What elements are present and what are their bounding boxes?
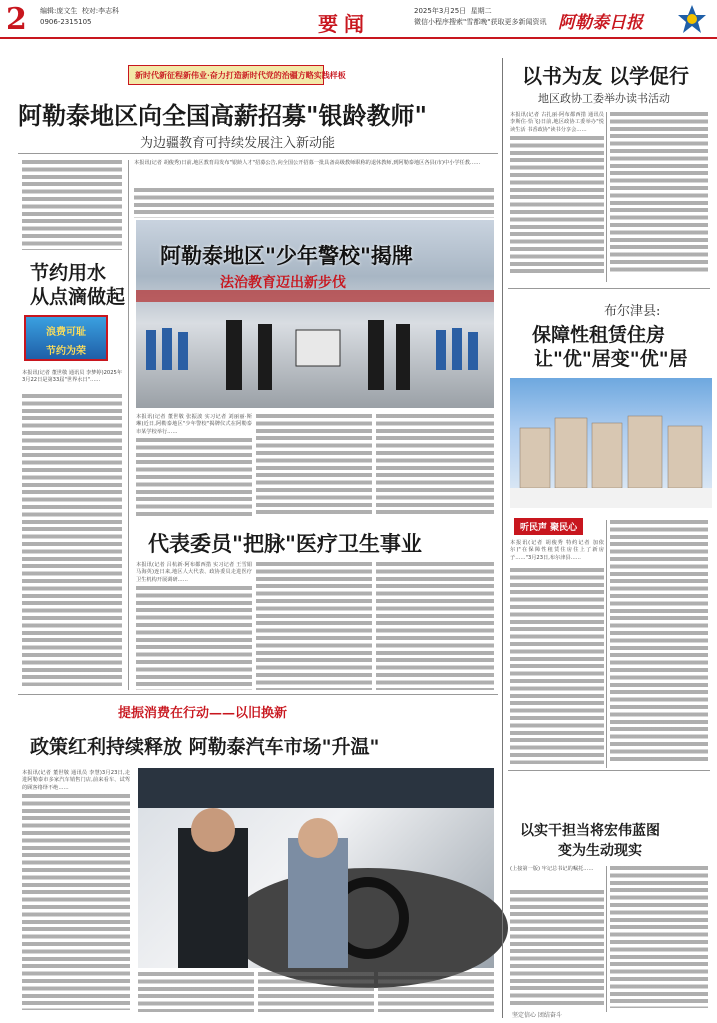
books-subheadline: 地区政协工委举办读书活动 (538, 92, 670, 105)
police-body-3 (376, 414, 494, 516)
teachers-body-text (134, 188, 494, 218)
books-dateline: 本报讯(记者 古扎丽·阿布都西措 通讯员 李斯住·恰飞)日前,地区政协工委举办"悦读生活 书香政协"读书分享会…… (510, 112, 604, 133)
housing-body-2 (610, 520, 708, 764)
phone: 0906-2315105 (40, 18, 92, 26)
water-headline-1: 节约用水 (30, 262, 107, 284)
column-divider (128, 160, 129, 690)
date: 2025年3月25日 (414, 7, 467, 15)
housing-photo-buildings (510, 378, 712, 508)
police-body-2 (256, 414, 372, 516)
housing-county: 布尔津县: (604, 304, 661, 319)
date-info (414, 6, 546, 28)
consumption-body-3 (258, 972, 374, 1012)
water-badge-line1: 浪费可耻 (46, 327, 86, 338)
housing-column-tag: 听民声 聚民心 (514, 518, 583, 535)
water-badge (24, 315, 108, 361)
water-body-text (22, 394, 122, 686)
teachers-body-left (22, 160, 122, 250)
consumption-body-1 (22, 794, 130, 1010)
page-number: 2 (6, 2, 27, 37)
weekday: 星期二 (470, 7, 492, 15)
column-divider (606, 112, 607, 282)
police-headline: 阿勒泰地区"少年警校"揭牌 (160, 243, 413, 268)
deputies-body-2 (256, 562, 372, 690)
divider (508, 288, 710, 289)
car-showroom-photo (138, 768, 494, 968)
blueprint-body-2 (610, 866, 708, 1008)
column-divider (606, 866, 607, 1012)
consumption-headline: 政策红利持续释放 阿勒泰汽车市场"升温" (30, 736, 380, 758)
books-body-2 (610, 112, 708, 274)
consumption-body-4 (378, 972, 494, 1012)
water-headline-2: 从点滴做起 (30, 286, 126, 308)
editor-info (40, 6, 119, 28)
housing-photo (510, 378, 712, 508)
teachers-headline: 阿勒泰地区向全国高薪招募"银龄教师" (18, 101, 428, 130)
housing-lead (510, 540, 604, 566)
housing-body-1 (510, 568, 604, 764)
deputies-dateline: 本报讯(记者 吕杭新·阿布都西措 实习记者 王雪娟 马海英)连日来,地区人大代表、政协委员走进医疗卫生机构开展调研…… (136, 562, 252, 583)
car-photo-scene (138, 768, 494, 968)
blueprint-headline-2: 变为生动现实 (558, 843, 642, 859)
blueprint-headline-1: 以实干担当将宏伟蓝图 (520, 823, 660, 839)
paper-name: 阿勒泰日报 (558, 13, 643, 33)
water-lead (22, 370, 122, 392)
right-column-divider (502, 58, 503, 1018)
housing-headline-2: 让"优"居变"优"居 (534, 348, 688, 370)
police-lead (136, 414, 252, 436)
teachers-subheadline: 为边疆教育可持续发展注入新动能 (140, 136, 336, 151)
books-body-1 (510, 136, 604, 274)
books-lead (510, 112, 604, 134)
housing-dateline: 本报讯(记者 胡俊秀 特约记者 加依尔)"在保障性租赁住房住上了新房子……"3月23日,布尔津县…… (510, 540, 604, 561)
divider (18, 694, 498, 695)
teachers-dateline: 本报讯(记者 胡俊秀)日前,地区教育局发布"银龄人才"招募公告,向全国公开招募一批具备高级教师职称的退休教师,到阿勒泰地区各县(市)中小学任教…… (134, 160, 481, 166)
teachers-lead (134, 160, 494, 186)
blueprint-lead (510, 866, 604, 888)
consumption-lead (22, 770, 130, 792)
deputies-lead (136, 562, 252, 584)
deputies-body-1 (136, 586, 252, 690)
column-divider (606, 520, 607, 768)
divider (18, 153, 498, 154)
blueprint-byline: 坚定信心 团结奋斗 (512, 1012, 562, 1019)
consumption-kicker: 提振消费在行动——以旧换新 (118, 706, 288, 721)
editor: 编辑:庞文生 (40, 7, 78, 15)
blueprint-dateline: (上接第一版) 牢记总书记的嘱托…… (510, 866, 594, 872)
books-headline: 以书为友 以学促行 (522, 64, 689, 88)
police-overlay (160, 240, 480, 292)
deputies-body-3 (376, 562, 494, 690)
deputies-headline: 代表委员"把脉"医疗卫生事业 (148, 531, 422, 556)
top-banner-label: 新时代新征程新伟业·奋力打造新时代党的治疆方略实践样板 (135, 70, 346, 80)
police-subheadline: 法治教育迈出新步伐 (220, 275, 346, 291)
blueprint-body-1 (510, 890, 604, 1008)
consumption-body-2 (138, 972, 254, 1012)
police-dateline: 本报讯(记者 董世敬 张振波 实习记者 刘丽丽·斯琳)近日,阿勒泰地区"少年警校"揭牌仪式在阿勒泰市某学校举行…… (136, 414, 252, 435)
water-dateline: 本报讯(记者 董世敬 通讯员 李梦婷)2025年3月22日是第33届"世界水日"…… (22, 370, 123, 384)
housing-headline-1: 保障性租赁住房 (532, 324, 666, 346)
water-badge-line2: 节约为荣 (46, 346, 86, 357)
proofreader: 校对:李志科 (81, 7, 120, 15)
section-title: 要闻 (318, 12, 370, 36)
police-body-1 (136, 438, 252, 516)
promo-note: 微信小程序搜索"雪都晚"获取更多新闻资讯 (414, 18, 547, 26)
header-rule (0, 37, 717, 39)
paper-logo-icon (677, 4, 707, 34)
divider (508, 770, 710, 771)
consumption-dateline: 本报讯(记者 董世敬 通讯员 李慧)3月23日,走进阿勒泰市多家汽车销售门店,前来看车、试驾的顾客络绎不绝…… (22, 770, 130, 791)
top-banner (128, 65, 346, 85)
